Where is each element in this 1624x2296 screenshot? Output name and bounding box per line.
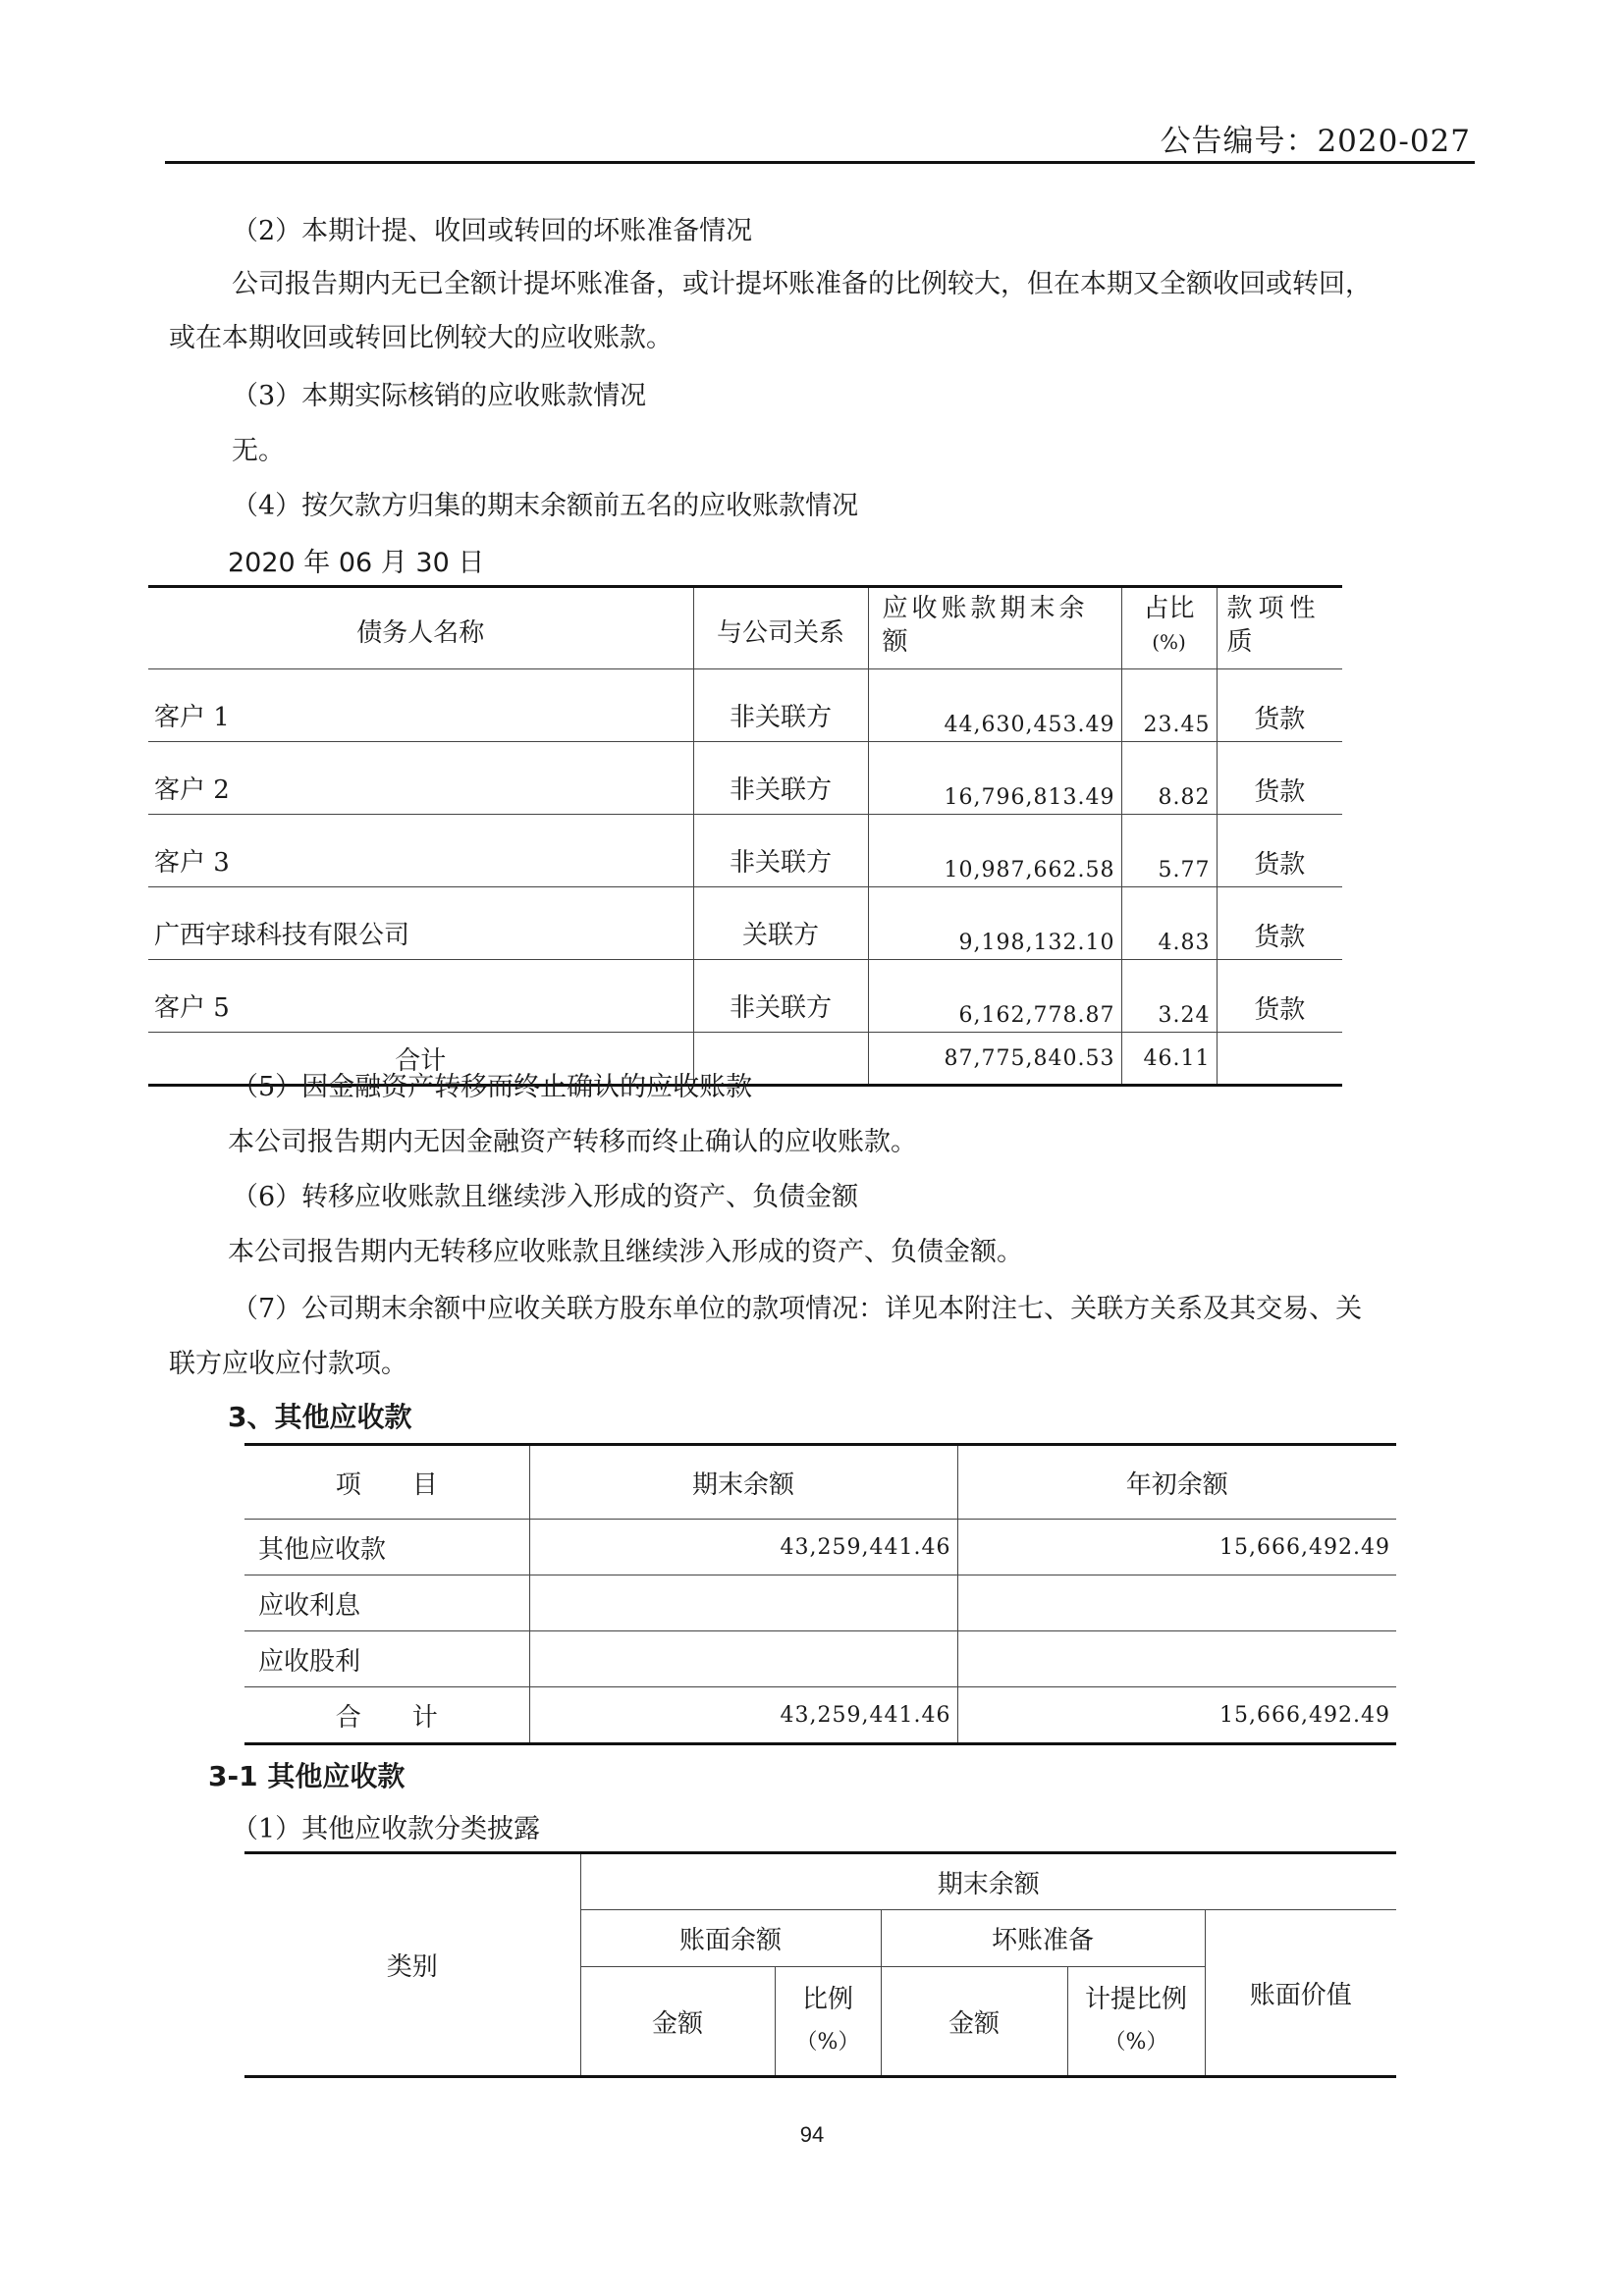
period-end-value	[529, 1631, 957, 1687]
item: 应收股利	[244, 1631, 529, 1687]
year-begin-value	[957, 1631, 1396, 1687]
section-2-line-2: 或在本期收回或转回比例较大的应收账款。	[169, 323, 673, 353]
relation: 非关联方	[693, 815, 868, 887]
table-row	[244, 1631, 1396, 1687]
year-begin-value: 15,666,492.49	[957, 1520, 1396, 1575]
section-3-body: 无。	[232, 436, 285, 466]
debtor-name: 客户 3	[148, 815, 693, 887]
header-rule	[165, 161, 1475, 164]
other-receivables-3-1-heading: 3-1 其他应收款	[208, 1760, 406, 1792]
total-balance: 87,775,840.53	[868, 1033, 1121, 1086]
relation: 非关联方	[693, 669, 868, 742]
ratio: 8.82	[1121, 742, 1217, 815]
section-6-body: 本公司报告期内无转移应收账款且继续涉入形成的资产、负债金额。	[228, 1237, 1023, 1267]
nature: 货款	[1217, 887, 1342, 960]
year-begin-value	[957, 1575, 1396, 1631]
balance: 44,630,453.49	[868, 669, 1121, 742]
total-ratio: 46.11	[1121, 1033, 1217, 1086]
section-3-title: （3）本期实际核销的应收账款情况	[232, 381, 647, 411]
debtor-name: 客户 1	[148, 669, 693, 742]
total-label: 合计	[148, 1033, 693, 1086]
header-amount-1: 金额	[580, 1967, 775, 2077]
header-period-end: 期末余额	[529, 1445, 957, 1520]
ratio: 3.24	[1121, 960, 1217, 1033]
total-nature-empty	[1217, 1033, 1342, 1086]
section-5-title: （5）因金融资产转移而终止确认的应收账款	[232, 1072, 753, 1102]
table-header-row	[244, 1445, 1396, 1520]
table-row	[148, 742, 1342, 815]
nature: 货款	[1217, 669, 1342, 742]
page-number: 94	[799, 2122, 825, 2147]
section-5-body: 本公司报告期内无因金融资产转移而终止确认的应收账款。	[228, 1127, 917, 1157]
section-2-title: （2）本期计提、收回或转回的坏账准备情况	[232, 216, 753, 246]
header-amount-2: 金额	[881, 1967, 1067, 2077]
header-book-value: 账面价值	[1205, 1910, 1396, 2077]
header-ratio-1-label: 比例	[801, 1985, 853, 2014]
header-ratio-2	[1067, 1967, 1205, 2077]
header-balance	[868, 587, 1121, 669]
item: 应收利息	[244, 1575, 529, 1631]
other-receivables-table	[244, 1443, 1396, 1745]
table-header-row	[148, 587, 1342, 669]
header-ratio-2-label: 计提比例	[1084, 1985, 1187, 2014]
balance: 6,162,778.87	[868, 960, 1121, 1033]
total-year-begin: 15,666,492.49	[957, 1687, 1396, 1744]
section-4-title: （4）按欠款方归集的期末余额前五名的应收账款情况	[232, 491, 859, 521]
header-ratio	[1121, 587, 1217, 669]
table-row	[244, 1575, 1396, 1631]
header-nature	[1217, 587, 1342, 669]
classification-table	[244, 1851, 1396, 2078]
header-bad-debt: 坏账准备	[881, 1910, 1205, 1967]
section-2-line-1: 公司报告期内无已全额计提坏账准备，或计提坏账准备的比例较大，但在本期又全额收回或转回，	[232, 269, 1372, 299]
table-header-row	[244, 1853, 1396, 1910]
header-nature-text: 款项性质	[1226, 594, 1322, 657]
total-period-end: 43,259,441.46	[529, 1687, 957, 1744]
header-ratio-unit: (%)	[1152, 630, 1186, 654]
debtor-name: 客户 5	[148, 960, 693, 1033]
ratio: 4.83	[1121, 887, 1217, 960]
header-category: 类别	[244, 1853, 580, 2077]
table-row	[244, 1520, 1396, 1575]
table-total-row	[244, 1687, 1396, 1744]
ratio: 23.45	[1121, 669, 1217, 742]
table-row	[148, 960, 1342, 1033]
relation: 非关联方	[693, 960, 868, 1033]
header-year-begin: 年初余额	[957, 1445, 1396, 1520]
section-7-line-2: 联方应收应付款项。	[169, 1349, 407, 1379]
section-7-line-1: （7）公司期末余额中应收关联方股东单位的款项情况：详见本附注七、关联方关系及其交易、关	[232, 1294, 1363, 1324]
classification-subtitle: （1）其他应收款分类披露	[232, 1814, 541, 1844]
header-book-balance: 账面余额	[580, 1910, 881, 1967]
header-period-end: 期末余额	[580, 1853, 1396, 1910]
debtor-name: 广西宇球科技有限公司	[148, 887, 693, 960]
header-ratio-1-unit: （%）	[795, 2030, 860, 2055]
section-4-date: 2020 年 06 月 30 日	[228, 548, 485, 578]
other-receivables-heading: 3、其他应收款	[228, 1401, 412, 1433]
item: 其他应收款	[244, 1520, 529, 1575]
header-ratio-1	[775, 1967, 881, 2077]
header-item: 项 目	[244, 1445, 529, 1520]
relation: 非关联方	[693, 742, 868, 815]
ratio: 5.77	[1121, 815, 1217, 887]
table-row	[148, 815, 1342, 887]
top5-receivables-table	[148, 585, 1342, 1087]
period-end-value: 43,259,441.46	[529, 1520, 957, 1575]
header-balance-text: 应收账款期末余额	[882, 594, 1089, 657]
nature: 货款	[1217, 960, 1342, 1033]
nature: 货款	[1217, 742, 1342, 815]
balance: 16,796,813.49	[868, 742, 1121, 815]
debtor-name: 客户 2	[148, 742, 693, 815]
header-relation: 与公司关系	[693, 587, 868, 669]
header-ratio-label: 占比	[1143, 594, 1195, 623]
balance: 10,987,662.58	[868, 815, 1121, 887]
document-number: 公告编号：2020-027	[1160, 124, 1471, 159]
table-row	[148, 669, 1342, 742]
header-ratio-2-unit: （%）	[1104, 2030, 1168, 2055]
period-end-value	[529, 1575, 957, 1631]
header-debtor-name: 债务人名称	[148, 587, 693, 669]
nature: 货款	[1217, 815, 1342, 887]
balance: 9,198,132.10	[868, 887, 1121, 960]
total-label: 合 计	[244, 1687, 529, 1744]
relation: 关联方	[693, 887, 868, 960]
section-6-title: （6）转移应收账款且继续涉入形成的资产、负债金额	[232, 1182, 859, 1212]
table-row	[148, 887, 1342, 960]
